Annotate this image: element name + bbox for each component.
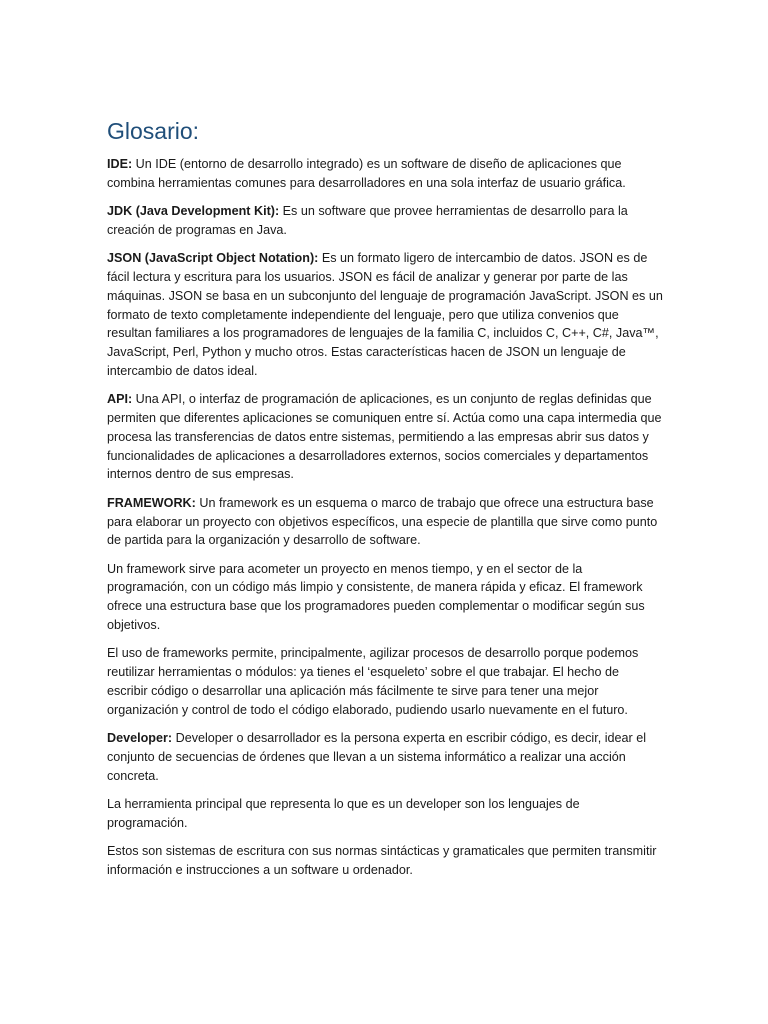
paragraph-text: Estos son sistemas de escritura con sus normas sintácticas y gramaticales que permiten transmitir información e instrucciones a un software u ordenador. xyxy=(107,844,657,877)
developer-paragraph-3 xyxy=(107,842,663,880)
glossary-definition: Un framework es un esquema o marco de trabajo que ofrece una estructura base para elaborar un proyecto con objetivos específicos, una especie de plantilla que sirve como punto de partida para la organización y desarrollo de software. xyxy=(107,495,658,548)
glossary-term: JSON (JavaScript Object Notation): xyxy=(107,251,319,266)
glossary-definition: Un IDE (entorno de desarrollo integrado) es un software de diseño de aplicaciones que combina herramientas comunes para desarrolladores en una sola interfaz de usuario gráfica. xyxy=(107,157,626,190)
glossary-term: Developer: xyxy=(107,731,173,746)
glossary-entry-jdk xyxy=(107,202,663,240)
paragraph-text: El uso de frameworks permite, principalmente, agilizar procesos de desarrollo porque podemos reutilizar herramientas o módulos: ya tienes el ‘esqueleto’ sobre el que trabajar. El hecho de escribir código o desarrollar una aplicación más fácilmente te sirve para tener una mejor organización y control de todo el código elaborado, pudiendo usarlo nuevamente en el futuro. xyxy=(107,646,639,717)
paragraph-text: Un framework sirve para acometer un proyecto en menos tiempo, y en el sector de la programación, con un código más limpio y consistente, de manera rápida y eficaz. El framework ofrece una estructura base que los programadores pueden complementar o modificar según sus objetivos. xyxy=(107,561,645,633)
developer-paragraph-2 xyxy=(107,795,663,833)
glossary-term: FRAMEWORK: xyxy=(107,495,196,510)
glossary-definition: Developer o desarrollador es la persona experta en escribir código, es decir, idear el conjunto de secuencias de órdenes que llevan a un sistema informático a realizar una acción concreta. xyxy=(107,731,647,783)
glossary-definition: Es un software que provee herramientas de desarrollo para la creación de programas en Java. xyxy=(107,204,628,237)
glossary-entry-framework xyxy=(107,494,663,550)
framework-paragraph-3 xyxy=(107,644,663,719)
glossary-term: API: xyxy=(107,392,133,407)
glossary-entry-api xyxy=(107,390,663,484)
glossary-term: JDK (Java Development Kit): xyxy=(107,204,280,219)
glossary-entry-json xyxy=(107,249,663,381)
page-title: Glosario: xyxy=(107,118,200,144)
glossary-entry-developer xyxy=(107,729,663,785)
framework-paragraph-2 xyxy=(107,560,663,635)
glossary-entry-ide xyxy=(107,155,663,193)
glossary-definition: Una API, o interfaz de programación de aplicaciones, es un conjunto de reglas definidas que permiten que diferentes aplicaciones se comuniquen entre sí. Actúa como una capa intermedia que procesa las transferencias de datos entre sistemas, permitiendo a las empresas abrir sus datos y funcionalidades de aplicaciones a desarrolladores externos, socios comerciales y departamentos internos dentro de sus empresas. xyxy=(107,392,662,482)
glossary-term: IDE: xyxy=(107,157,133,171)
paragraph-text: La herramienta principal que representa lo que es un developer son los lenguajes de programación. xyxy=(107,796,580,830)
glossary-definition: Es un formato ligero de intercambio de datos. JSON es de fácil lectura y escritura para los usuarios. JSON es fácil de analizar y generar por parte de las máquinas. JSON se basa en un subconjunto del lenguaje de programación JavaScript. JSON es un formato de texto completamente independiente del lenguaje, pero que utiliza convenios que resultan familiares a los programadores de lenguajes de la familia C, incluidos C, C++, C#, Java™, JavaScript, Perl, Python y mucho otros. Estas características hacen de JSON un lenguaje de intercambio de datos ideal. xyxy=(107,251,663,378)
document-page xyxy=(107,116,663,889)
